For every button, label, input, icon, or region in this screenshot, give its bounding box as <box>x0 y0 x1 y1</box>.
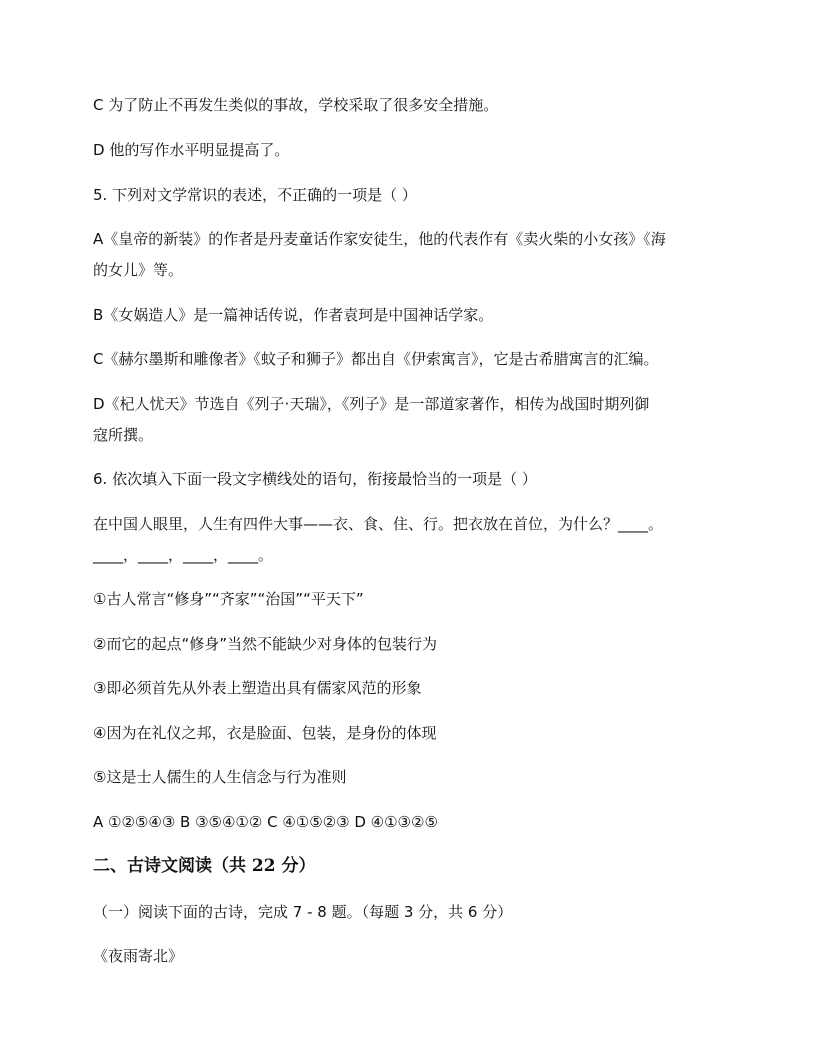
q4-option-c: C 为了防止不再发生类似的事故，学校采取了很多安全措施。 <box>93 96 499 114</box>
q5-stem: 5. 下列对文学常识的表述，不正确的一项是（ ） <box>93 186 417 204</box>
poem-title: 《夜雨寄北》 <box>93 947 184 965</box>
q6-item-5: ⑤这是士人儒生的人生信念与行为准则 <box>93 768 347 786</box>
q5-option-a-line1: A《皇帝的新装》的作者是丹麦童话作家安徒生，他的代表作有《卖火柴的小女孩》《海 <box>93 230 666 248</box>
q5-option-c: C《赫尔墨斯和雕像者》《蚊子和狮子》都出自《伊索寓言》，它是古希腊寓言的汇编。 <box>93 350 659 368</box>
section-instructions: （一）阅读下面的古诗，完成 7 - 8 题。（每题 3 分，共 6 分） <box>93 903 513 921</box>
q5-option-d-line2: 寇所撰。 <box>93 426 154 444</box>
q6-item-2: ②而它的起点“修身”当然不能缺少对身体的包装行为 <box>93 635 437 653</box>
q6-passage-line2: ____，____，____，____。 <box>93 546 274 564</box>
q6-item-3: ③即必须首先从外表上塑造出具有儒家风范的形象 <box>93 679 422 697</box>
q6-passage-line1: 在中国人眼里，人生有四件大事——衣、食、住、行。把衣放在首位，为什么？____。 <box>93 515 664 533</box>
q6-item-1: ①古人常言“修身”“齐家”“治国”“平天下” <box>93 590 364 608</box>
q6-item-4: ④因为在礼仪之邦，衣是脸面、包装，是身份的体现 <box>93 724 437 742</box>
q5-option-b: B《女娲造人》是一篇神话传说，作者袁珂是中国神话学家。 <box>93 306 494 324</box>
q4-option-d: D 他的写作水平明显提高了。 <box>93 141 290 159</box>
q5-option-d-line1: D《杞人忧天》节选自《列子·天瑞》，《列子》是一部道家著作，相传为战国时期列御 <box>93 395 650 413</box>
section-heading: 二、古诗文阅读（共 22 分） <box>93 856 316 876</box>
q5-option-a-line2: 的女儿》等。 <box>93 261 184 279</box>
q6-stem: 6. 依次填入下面一段文字横线处的语句，衔接最恰当的一项是（ ） <box>93 470 537 488</box>
q6-answer-options: A ①②⑤④③ B ③⑤④①② C ④①⑤②③ D ④①③②⑤ <box>93 813 438 831</box>
